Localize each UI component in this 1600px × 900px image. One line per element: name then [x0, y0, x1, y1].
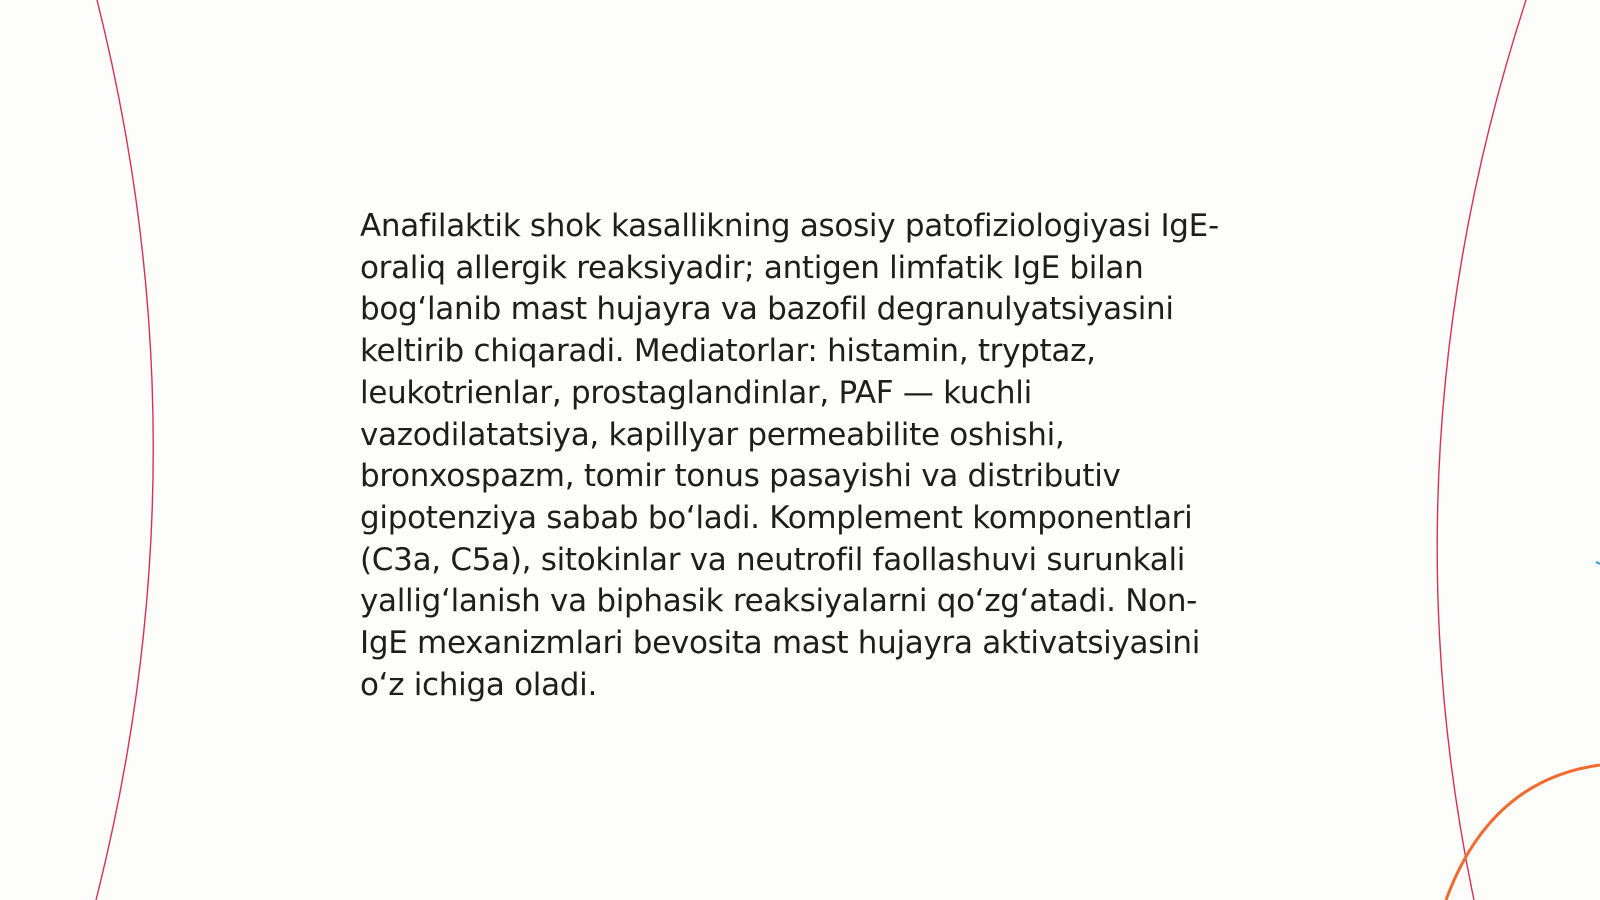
teal-accent-mark: [1596, 562, 1600, 564]
slide-body-text: Anafilaktik shok kasallikning asosiy patofiziologiyasi IgE-oraliq allergik reaksiyadir; antigen limfatik IgE bilan bog‘lanib mast hujayra va bazofil degranulyatsiyasini keltirib chiqaradi. Mediatorlar: histamin, tryptaz, leukotrienlar, prostaglandinlar, PAF — kuchli vazodilatatsiya, kapillyar permeabilite oshishi, bronxospazm, tomir tonus pasayishi va distributiv gipotenziya sabab bo‘ladi. Komplement komponentlari (C3a, C5a), sitokinlar va neutrofil faollashuvi surunkali yallig‘lanish va biphasik reaksiyalarni qo‘zg‘atadi. Non-IgE mexanizmlari bevosita mast hujayra aktivatsiyasini o‘z ichiga oladi.: [360, 208, 1219, 703]
left-curve: [96, 0, 153, 900]
right-curve: [1437, 0, 1526, 900]
orange-arc: [1446, 765, 1600, 900]
